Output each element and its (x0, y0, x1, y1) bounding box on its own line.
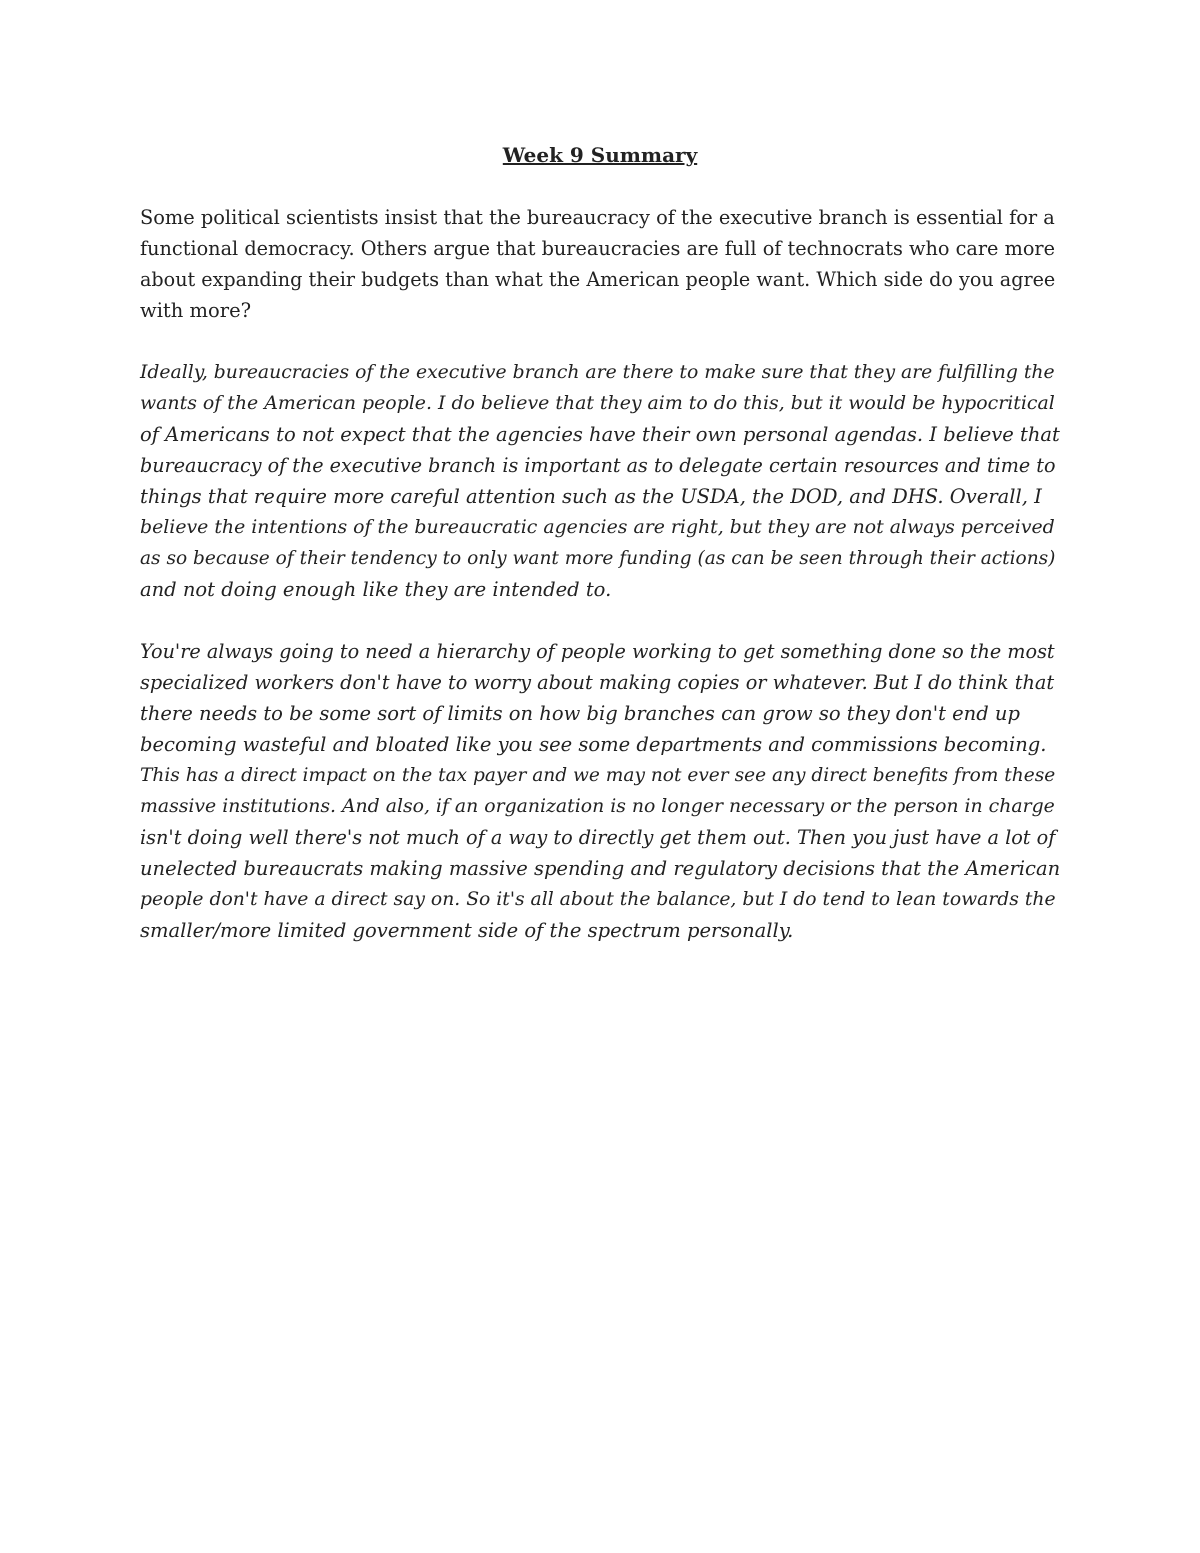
prompt-line: about expanding their budgets than what the American people want. Which side do you agree (140, 268, 1056, 291)
response-paragraph-1 (140, 357, 1060, 605)
response-line: bureaucracy of the executive branch is important as to delegate certain resources and time to (140, 454, 1056, 477)
response-line: of Americans to not expect that the agencies have their own personal agendas. I believe that (140, 423, 1060, 446)
document-body (140, 140, 1060, 977)
response-line: This has a direct impact on the tax payer and we may not ever see any direct benefits from these (140, 765, 1056, 786)
response-line: You're always going to need a hierarchy of people working to get something done so the most (140, 640, 1055, 663)
response-line: people don't have a direct say on. So it's all about the balance, but I do tend to lean towards the (140, 889, 1056, 910)
response-line: becoming wasteful and bloated like you see some departments and commissions becoming. (140, 733, 1047, 756)
document-title: Week 9 Summary (502, 143, 698, 167)
prompt-line: with more? (140, 299, 252, 322)
response-line: Ideally, bureaucracies of the executive branch are there to make sure that they are fulfilling the (140, 362, 1055, 383)
response-line: specialized workers don't have to worry about making copies or whatever. But I do think that (140, 671, 1055, 694)
prompt-line: Some political scientists insist that the bureaucracy of the executive branch is essential for a (140, 206, 1055, 229)
prompt-paragraph (140, 202, 1060, 326)
response-line: and not doing enough like they are intended to. (140, 578, 612, 601)
response-line: isn't doing well there's not much of a way to directly get them out. Then you just have a lot of (140, 826, 1056, 849)
response-line: there needs to be some sort of limits on how big branches can grow so they don't end up (140, 702, 1020, 725)
response-paragraph-2 (140, 636, 1060, 946)
response-line: massive institutions. And also, if an organization is no longer necessary or the person in charge (140, 796, 1055, 817)
response-line: unelected bureaucrats making massive spending and regulatory decisions that the American (140, 857, 1061, 880)
response-line: believe the intentions of the bureaucratic agencies are right, but they are not always perceived (140, 516, 1055, 538)
response-line: wants of the American people. I do believe that they aim to do this, but it would be hypocritical (140, 392, 1055, 414)
response-line: smaller/more limited government side of the spectrum personally. (140, 919, 794, 942)
response-line: things that require more careful attention such as the USDA, the DOD, and DHS. Overall, I (140, 485, 1042, 508)
response-line: as so because of their tendency to only want more funding (as can be seen through their actions) (140, 548, 1056, 569)
prompt-line: functional democracy. Others argue that bureaucracies are full of technocrats who care more (140, 237, 1056, 260)
